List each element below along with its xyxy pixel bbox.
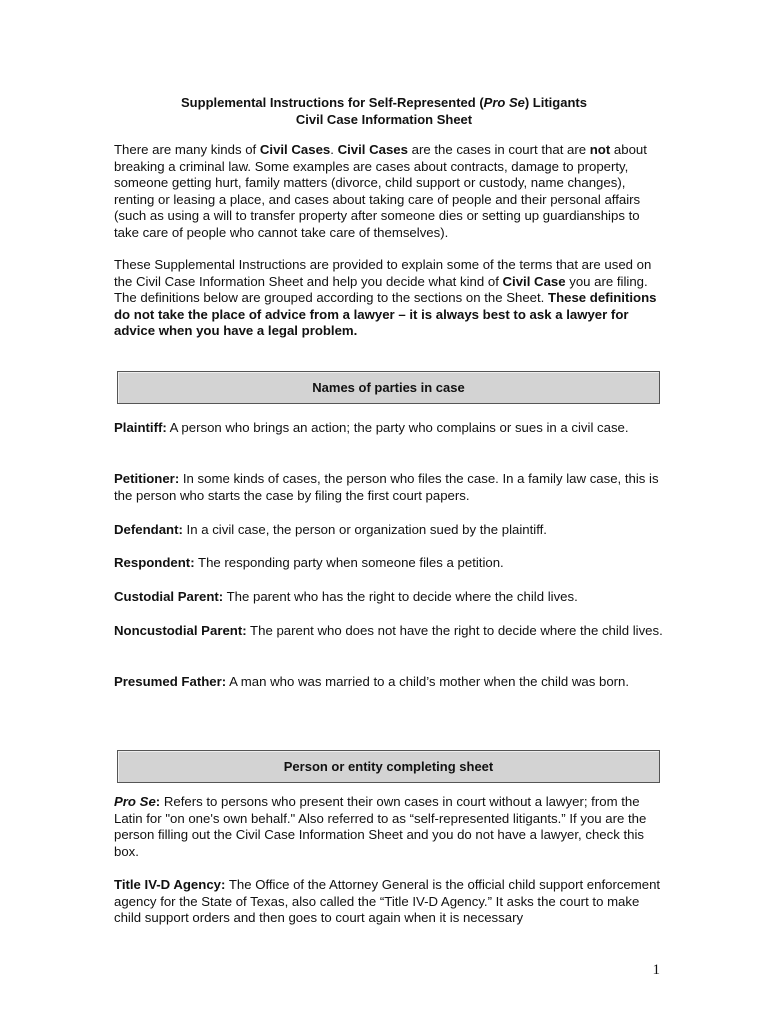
section-heading-completing: Person or entity completing sheet (117, 750, 660, 783)
definition-pro-se: Pro Se: Refers to persons who present their own cases in court without a lawyer; from the Latin for "on one's own behalf." Also referred to as “self-represented litigants.” If you are the person filling out the Civil Case Information Sheet and you do not have a lawyer, check this box. (114, 794, 647, 859)
definition-presumed-father: Presumed Father: A man who was married to a child’s mother when the child was born. (114, 674, 630, 689)
definition-plaintiff: Plaintiff: A person who brings an action; the party who complains or sues in a civil case. (114, 420, 629, 435)
intro-paragraph-2: These Supplemental Instructions are provided to explain some of the terms that are used on the Civil Case Information Sheet and help you decide what kind of Civil Case you are filing. The definitions below are grouped according to the sections on the Sheet. These definitions do not take the place of advice from a lawyer – it is always best to ask a lawyer for advice when you have a legal problem. (114, 257, 657, 338)
document-subtitle: Civil Case Information Sheet (295, 112, 473, 127)
intro-paragraph-1: There are many kinds of Civil Cases. Civil Cases are the cases in court that are not about breaking a criminal law. Some examples are cases about contracts, damage to property, someone getting hurt, family matters (divorce, child support or custody, name changes), renting or leasing a place, and cases about taking care of people and their personal affairs (such as using a will to transfer property after someone dies or setting up guardianships to take care of people who cannot take care of themselves). (114, 142, 647, 240)
definition-custodial-parent: Custodial Parent: The parent who has the right to decide where the child lives. (114, 589, 578, 604)
definition-respondent: Respondent: The responding party when someone files a petition. (114, 555, 504, 570)
definition-defendant: Defendant: In a civil case, the person or organization sued by the plaintiff. (114, 522, 547, 537)
page-number: 1 (652, 962, 660, 978)
definition-title-iv-d-agency: Title IV-D Agency: The Office of the Attorney General is the official child support enforcement agency for the State of Texas, also called the “Title IV-D Agency.” It asks the court to make child support orders and then goes to court again when it is necessary (114, 877, 661, 925)
definition-petitioner: Petitioner: In some kinds of cases, the person who files the case. In a family law case, this is the person who starts the case by filing the first court papers. (114, 471, 659, 503)
definition-noncustodial-parent: Noncustodial Parent: The parent who does not have the right to decide where the child lives. (114, 623, 663, 638)
title-italic: Pro Se (483, 95, 525, 110)
document-title: Supplemental Instructions for Self-Represented (Pro Se) Litigants (181, 95, 587, 110)
section-heading-parties: Names of parties in case (117, 371, 660, 404)
